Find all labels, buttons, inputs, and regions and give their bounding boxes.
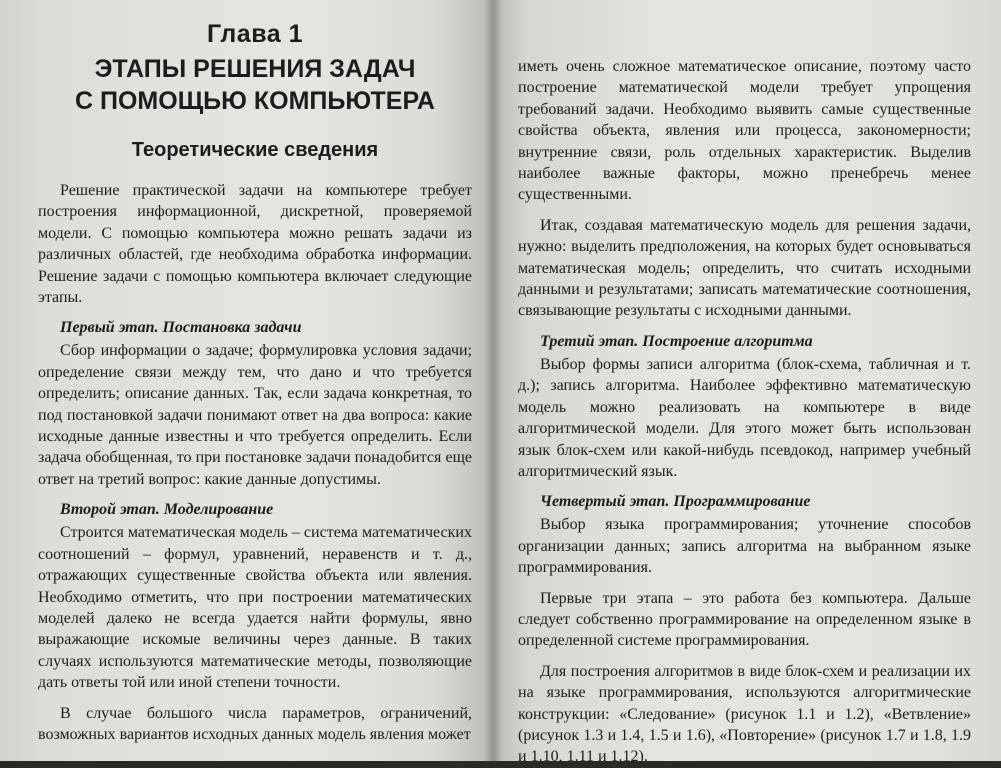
stage4-paragraph: Выбор языка программирования; уточнение способов организации данных; запись алгоритма на выбранном языке программирования. xyxy=(518,516,971,577)
section-title: Теоретические сведения xyxy=(131,139,379,161)
stage3-paragraph: Выбор формы записи алгоритма (блок-схема, табличная и т. д.); запись алгоритма. Наиболее эффективно математическую модель можно реализовать на компьютере в виде алгоритмической модели. Для этого может быть использован язык блок-схем или какой-нибудь псевдокод, например учебный алгоритмический язык. xyxy=(518,355,971,480)
book-gutter xyxy=(484,0,502,761)
stage1-paragraph: Сбор информации о задаче; формулировка условия задачи; определение связи между тем, что дано и что требуется определить; описание данных. Так, если задача конкретная, то под постановкой задачи понимают ответ на два вопроса: какие исходные данные известны и что требуется определить. Если задача обобщенная, то при постановке задачи понадобится еще ответ на третий вопрос: какие данные допустимы. xyxy=(38,342,472,488)
programming-paragraph: Первые три этапа – это работа без компьютера. Дальше следует собственно программирование на определенном языке в определенной системе программирования. xyxy=(518,589,971,650)
stage2-paragraph: Строится математическая модель – система математических соотношений – формул, уравнений, неравенств и т. д., отражающих существенные свойства объекта или явления. Необходимо отметить, что при построении математических моделей далеко не всегда удается найти формулы, явно выражающие искомые величины через данные. В таких случаях используются математические методы, позволяющие дать ответы той или иной степени точности. xyxy=(38,524,472,692)
stage2-paragraph-2: В случае большого числа параметров, ограничений, возможных вариантов исходных данных модель явления может xyxy=(38,704,472,743)
chapter-number: Глава 1 xyxy=(206,20,303,48)
chapter-title xyxy=(38,53,472,117)
continued-paragraph: иметь очень сложное математическое описание, поэтому часто построение математической модели требует упрощения требований задачи. Необходимо выявить самые существенные свойства объекта, явления или процесса, закономерности; внутренние связи, роль отдельных характеристик. Выделив наиболее важные факторы, можно пренебречь менее существенными. xyxy=(518,58,971,204)
right-page xyxy=(492,0,1001,766)
constructs-paragraph: Для построения алгоритмов в виде блок-схем и реализации их на языке программирования, используются алгоритмические конструкции: «Следование» (рисунок 1.1 и 1.2), «Ветвление» (рисунок 1.3 и 1.4, 1.5 и 1.6), «Повторение» (рисунок 1.7 и 1.8, 1.9 и 1.10, 1.11 и 1.12). xyxy=(518,662,971,766)
chapter-title-line2: С ПОМОЩЬЮ КОМПЬЮТЕРА xyxy=(75,87,435,115)
stage4-heading: Четвертый этап. Программирование xyxy=(540,493,811,511)
intro-paragraph: Решение практической задачи на компьютере требует построения информационной, дискретной, проверяемой модели. С помощью компьютера можно решать задачи из различных областей, где необходима обработка информации. Решение задачи с помощью компьютера включает следующие этапы. xyxy=(38,182,472,307)
stage3-heading: Третий этап. Построение алгоритма xyxy=(540,332,813,350)
left-page xyxy=(0,0,492,761)
model-summary-paragraph: Итак, создавая математическую модель для решения задачи, нужно: выделить предположения, на которых будет основываться математическая модель; определить, что считать исходными данными и результатами; записать математические соотношения, связывающие результаты с исходными данными. xyxy=(518,216,971,320)
stage2-heading: Второй этап. Моделирование xyxy=(60,501,274,519)
stage1-heading: Первый этап. Постановка задачи xyxy=(60,319,302,337)
chapter-title-line1: ЭТАПЫ РЕШЕНИЯ ЗАДАЧ xyxy=(94,55,416,83)
